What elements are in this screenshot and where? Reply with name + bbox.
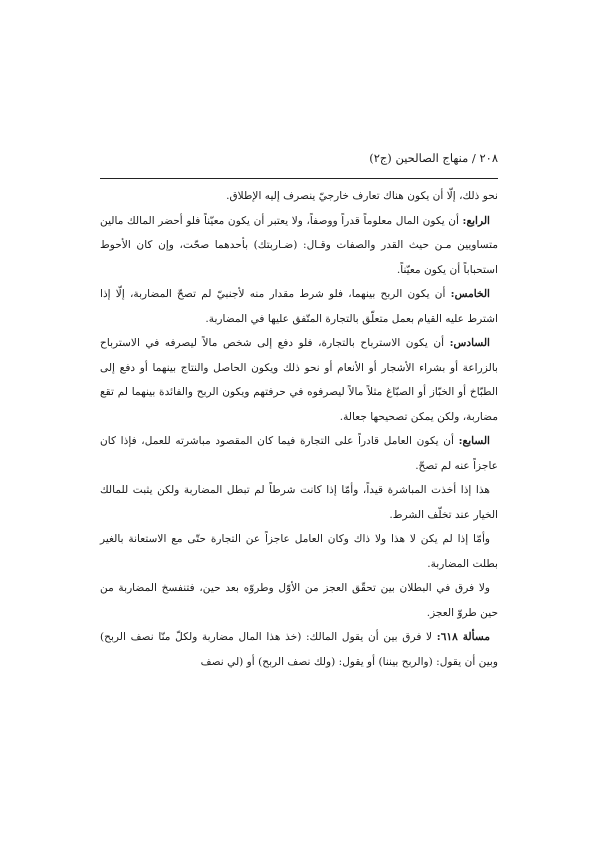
paragraph-text: أن يكون الاسترباح بالتجارة، فلو دفع إلى شخص مالاً ليصرفه في الاسترباح بالزراعة أو بشراء الأشجار أو الأنعام أو نحو ذلك ويكون الحاصل والنتاج بينهما أو دفع إلى الطبّاخ أو الخبّاز أو الصبّاغ مثلاً مالاً ليصرفوه في حرفتهم ويكون الربح والفائدة بينهما لم تقع مضاربة، ولكن يمكن تصحيحها جعالة. [100,337,498,423]
paragraph [100,527,498,576]
paragraph-text: ولا فرق في البطلان بين تحقّق العجز من الأوّل وطروّه بعد حين، فتنفسخ المضاربة من حين طروّ العجز. [100,582,498,619]
paragraph-text: أن يكون العامل قادراً على التجارة فيما كان المقصود مباشرته للعمل، فإذا كان عاجزاً عنه لم تصحّ. [100,435,498,472]
paragraph [100,478,498,527]
header-rule [100,178,498,179]
paragraph-text: وأمّا إذا لم يكن لا هذا ولا ذاك وكان العامل عاجزاً عن التجارة حتّى مع الاستعانة بالغير بطلت المضاربة. [100,533,498,570]
condition-fourth [100,209,498,283]
paragraph-lead: السابع: [458,435,490,447]
paragraph-text: نحو ذلك، إلّا أن يكون هناك تعارف خارجيّ ينصرف إليه الإطلاق. [226,190,498,202]
condition-fifth [100,282,498,331]
paragraph-lead: الخامس: [450,288,490,300]
paragraph-lead: الرابع: [462,214,490,227]
paragraph [100,576,498,625]
paragraph-text: هذا إذا أخذت المباشرة قيداً، وأمّا إذا كانت شرطاً لم تبطل المضاربة ولكن يثبت للمالك الخيار عند تخلّف الشرط. [100,484,498,521]
paragraph-lead: السادس: [449,337,490,349]
condition-seventh [100,429,498,478]
paragraph-continuation [100,184,498,209]
page-body [100,184,498,674]
running-header: ٢٠٨ / منهاج الصالحين (ج٢) [369,151,498,165]
paragraph-text: لا فرق بين أن يقول المالك: (خذ هذا المال مضاربة ولكلّ منّا نصف الربح) وبين أن يقول: (والربح بيننا) أو يقول: (ولك نصف الربح) أو (لي نصف [100,631,498,668]
paragraph-text: أن يكون المال معلوماً قدراً ووصفاً، ولا يعتبر أن يكون معيّناً فلو أحضر المالك مالين متساويين مـن حيث القدر والصفات وقـال: (ضـاربتك) بأحدهما صحّت، وإن كان الأحوط استحباباً أن يكون معيّناً. [100,214,498,276]
issue-618 [100,625,498,674]
paragraph-text: أن يكون الربح بينهما، فلو شرط مقدار منه لأجنبيّ لم تصحّ المضاربة، إلّا إذا اشترط عليه القيام بعمل متعلّق بالتجارة المتّفق عليها في المضاربة. [100,288,498,325]
paragraph-lead: مسألة ٦١٨: [436,631,491,643]
condition-sixth [100,331,498,429]
